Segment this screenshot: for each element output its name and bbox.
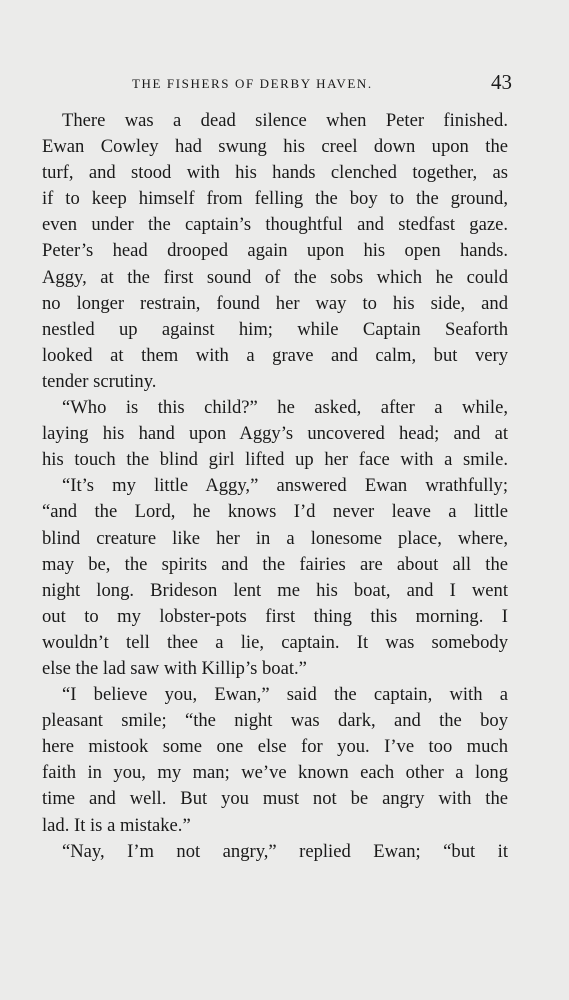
text-line: pleasant smile; “the night was dark, and the boy	[42, 710, 508, 732]
running-title: THE FISHERS OF DERBY HAVEN.	[132, 76, 373, 91]
text-line: night long. Brideson lent me his boat, and I went	[42, 579, 508, 601]
page-number: 43	[491, 70, 512, 94]
text-line: turf, and stood with his hands clenched together, as	[42, 162, 508, 184]
text-line: “Who is this child?” he asked, after a while,	[62, 397, 508, 419]
text-line: “and the Lord, he knows I’d never leave a little	[42, 501, 508, 523]
text-line: lad. It is a mistake.”	[42, 814, 191, 836]
text-line: time and well. But you must not be angry with the	[42, 788, 508, 810]
text-line: faith in you, my man; we’ve known each other a long	[42, 762, 508, 784]
text-line: nestled up against him; while Captain Seaforth	[42, 318, 508, 340]
text-line: looked at them with a grave and calm, but very	[42, 344, 508, 366]
body-text	[42, 108, 508, 865]
text-line: Ewan Cowley had swung his creel down upon the	[42, 136, 508, 158]
text-line: wouldn’t tell thee a lie, captain. It was somebody	[42, 631, 508, 653]
text-line: no longer restrain, found her way to his side, and	[42, 292, 508, 314]
text-line: “It’s my little Aggy,” answered Ewan wrathfully;	[62, 475, 508, 497]
text-line: Aggy, at the first sound of the sobs which he could	[42, 266, 508, 288]
text-line: his touch the blind girl lifted up her face with a smile.	[42, 449, 508, 471]
text-line: out to my lobster-pots first thing this morning. I	[42, 605, 508, 627]
text-line: “Nay, I’m not angry,” replied Ewan; “but it	[62, 840, 508, 862]
text-line: “I believe you, Ewan,” said the captain, with a	[62, 684, 508, 706]
text-line: tender scrutiny.	[42, 370, 157, 392]
text-line: even under the captain’s thoughtful and stedfast gaze.	[42, 214, 508, 236]
text-line: else the lad saw with Killip’s boat.”	[42, 657, 307, 679]
text-line: if to keep himself from felling the boy to the ground,	[42, 188, 508, 210]
text-line: There was a dead silence when Peter finished.	[62, 110, 508, 131]
text-line: Peter’s head drooped again upon his open hands.	[42, 240, 508, 262]
text-line: blind creature like her in a lonesome place, where,	[42, 527, 508, 549]
text-line: here mistook some one else for you. I’ve too much	[42, 736, 508, 758]
running-head	[62, 70, 512, 94]
text-line: may be, the spirits and the fairies are about all the	[42, 553, 508, 575]
text-line: laying his hand upon Aggy’s uncovered head; and at	[42, 423, 508, 445]
